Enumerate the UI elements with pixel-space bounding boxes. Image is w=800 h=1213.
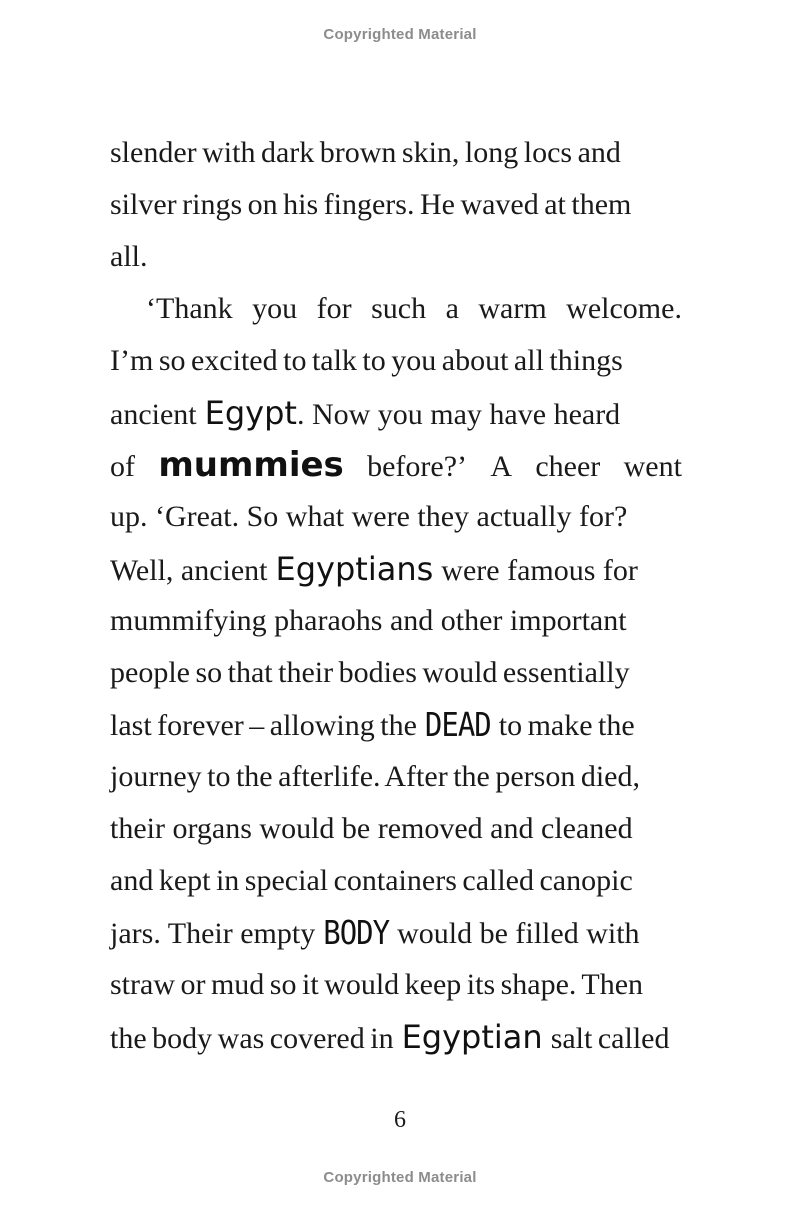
text-line: I’m so excited to talk to you about all things	[110, 344, 623, 377]
text-line: and kept in special containers called canopic	[110, 864, 633, 897]
text-line: slender with dark brown skin, long locs and	[110, 136, 621, 169]
page-number: 6	[394, 1107, 406, 1133]
emphasis-word-body: BODY	[323, 913, 390, 953]
text-line: journey to the afterlife. After the person died,	[110, 760, 640, 793]
emphasis-word-egypt: Egypt	[204, 394, 297, 432]
page-text	[110, 127, 682, 1063]
text-line: mummifying pharaohs and other important	[110, 604, 627, 637]
text-line: people so that their bodies would essentially	[110, 656, 630, 689]
copyright-watermark-top: Copyrighted Material	[323, 26, 477, 43]
copyright-watermark-bottom: Copyrighted Material	[323, 1169, 477, 1186]
text-line: ancient Egypt . Now you may have heard	[110, 387, 682, 439]
text-line: Well, ancient Egyptians were famous for	[110, 543, 682, 595]
text-line: straw or mud so it would keep its shape. Then	[110, 968, 644, 1001]
emphasis-word-dead: DEAD	[424, 705, 491, 745]
emphasis-word-egyptians: Egyptians	[275, 550, 434, 588]
text-line: up. ‘Great. So what were they actually for?	[110, 500, 628, 533]
text-line: last forever – allowing the DEAD to make the	[110, 699, 682, 751]
text-line: all.	[110, 240, 148, 273]
emphasis-word-egyptian: Egyptian	[401, 1018, 543, 1056]
text-line: the body was covered in Egyptian salt called	[110, 1011, 682, 1063]
text-line: ‘Thank you for such a warm welcome.	[146, 292, 682, 325]
text-line: jars. Their empty BODY would be filled with	[110, 907, 682, 959]
emphasis-word-mummies: mummies	[158, 445, 344, 485]
text-line: silver rings on his fingers. He waved at them	[110, 188, 632, 221]
text-line: of mummies before?’ A cheer went	[110, 439, 682, 491]
text-line: their organs would be removed and cleaned	[110, 812, 633, 845]
